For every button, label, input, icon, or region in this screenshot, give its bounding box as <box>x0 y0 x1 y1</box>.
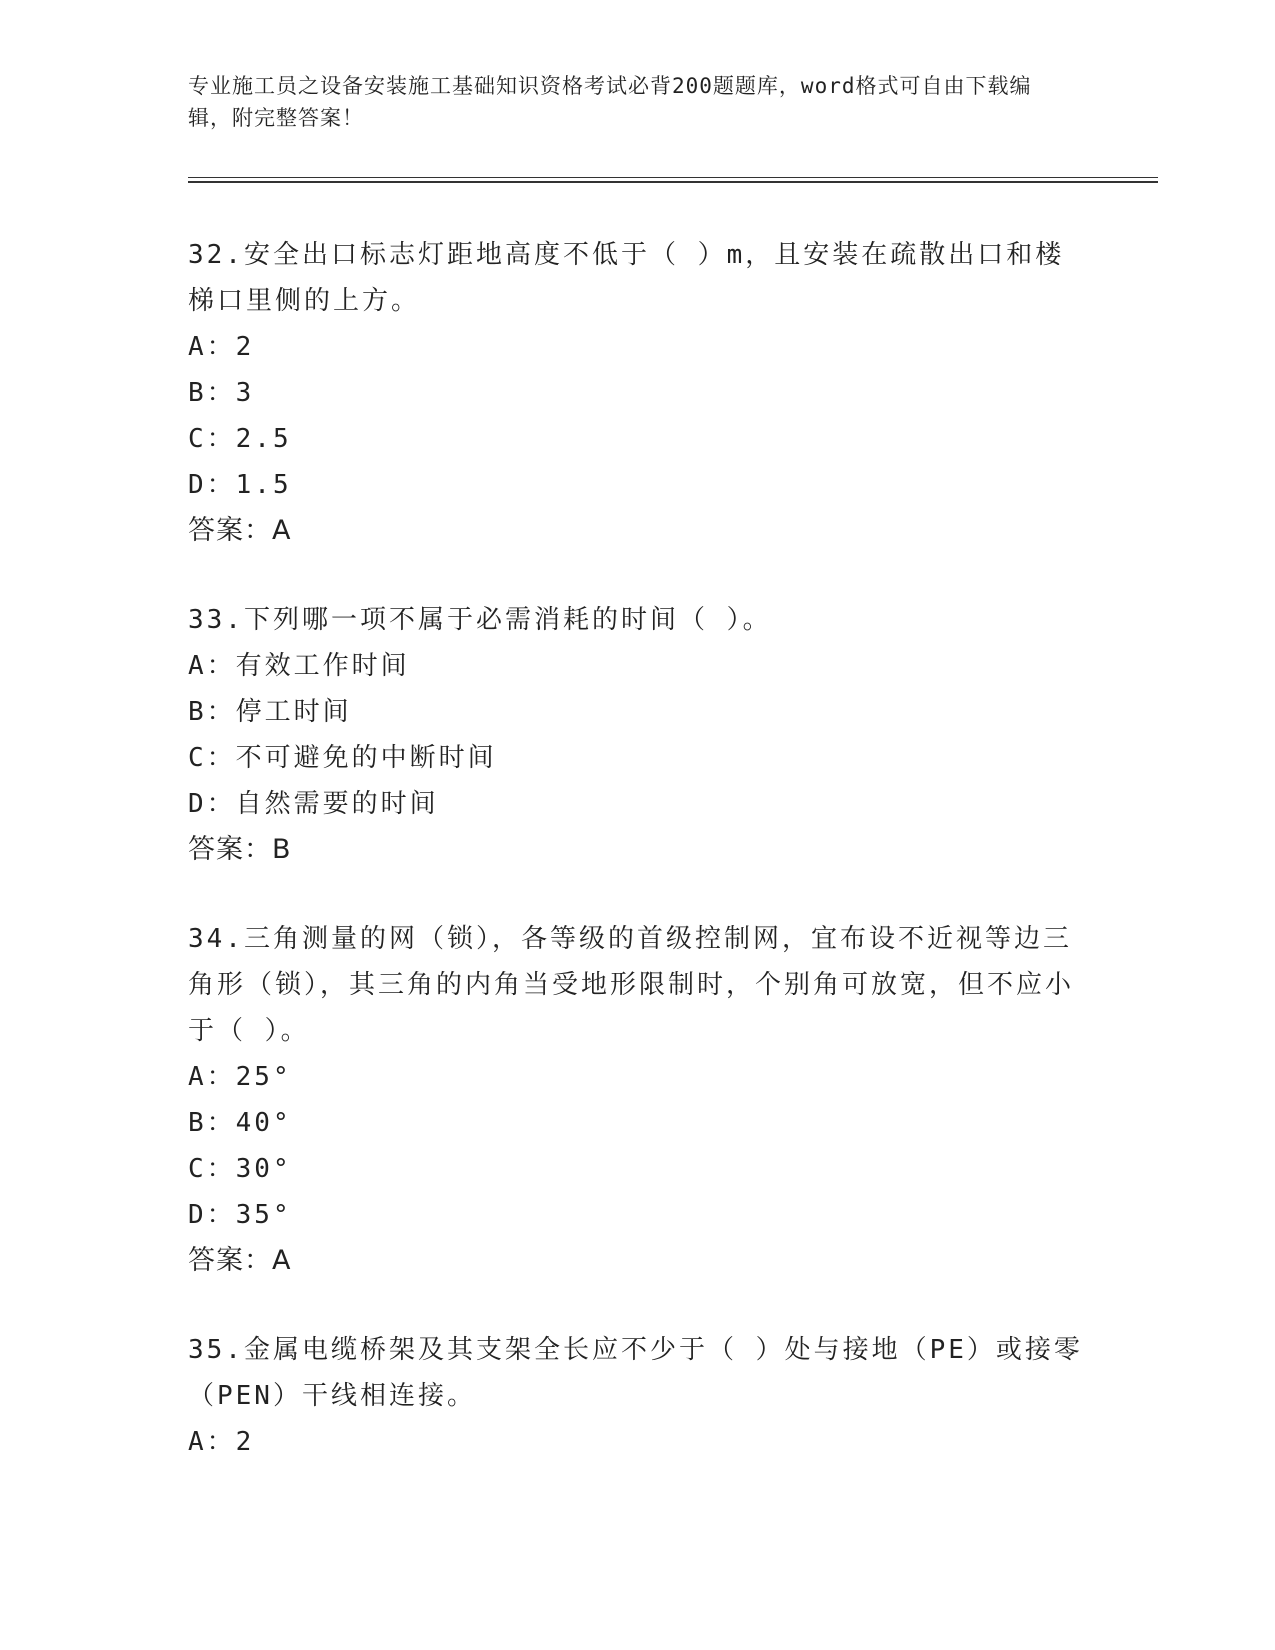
answer-line: 答案：A <box>188 515 292 546</box>
option-a: A：25° <box>188 1062 292 1092</box>
option-d: D：1.5 <box>188 470 292 500</box>
option-c: C：不可避免的中断时间 <box>188 743 497 773</box>
document-header: 专业施工员之设备安装施工基础知识资格考试必背200题题库，word格式可自由下载编辑，附完整答案！ <box>188 74 1032 130</box>
option-d: D：自然需要的时间 <box>188 789 439 819</box>
question-32 <box>188 232 1088 554</box>
option-b: B：3 <box>188 378 255 408</box>
option-a: A：有效工作时间 <box>188 651 410 681</box>
option-d: D：35° <box>188 1200 292 1230</box>
answer-line: 答案：A <box>188 1245 292 1276</box>
header-divider-thin <box>188 177 1158 178</box>
option-c: C：2.5 <box>188 424 292 454</box>
question-stem: 33.下列哪一项不属于必需消耗的时间（ ）。 <box>188 605 772 635</box>
option-a: A：2 <box>188 1427 255 1457</box>
question-33 <box>188 597 1088 873</box>
option-b: B：停工时间 <box>188 697 352 727</box>
question-stem: 35.金属电缆桥架及其支架全长应不少于（ ）处与接地（PE）或接零（PEN）干线相连接。 <box>188 1335 1083 1411</box>
question-stem: 34.三角测量的网（锁），各等级的首级控制网，宜布设不近视等边三角形（锁），其三角的内角当受地形限制时，个别角可放宽，但不应小于（ ）。 <box>188 924 1075 1046</box>
option-b: B：40° <box>188 1108 292 1138</box>
question-stem: 32.安全出口标志灯距地高度不低于（ ）m，且安装在疏散出口和楼梯口里侧的上方。 <box>188 240 1065 316</box>
question-list <box>188 232 1088 1508</box>
question-34 <box>188 916 1088 1284</box>
header-divider-thick <box>188 181 1158 183</box>
option-c: C：30° <box>188 1154 292 1184</box>
answer-line: 答案：B <box>188 834 292 865</box>
question-35 <box>188 1327 1088 1465</box>
option-a: A：2 <box>188 332 255 362</box>
